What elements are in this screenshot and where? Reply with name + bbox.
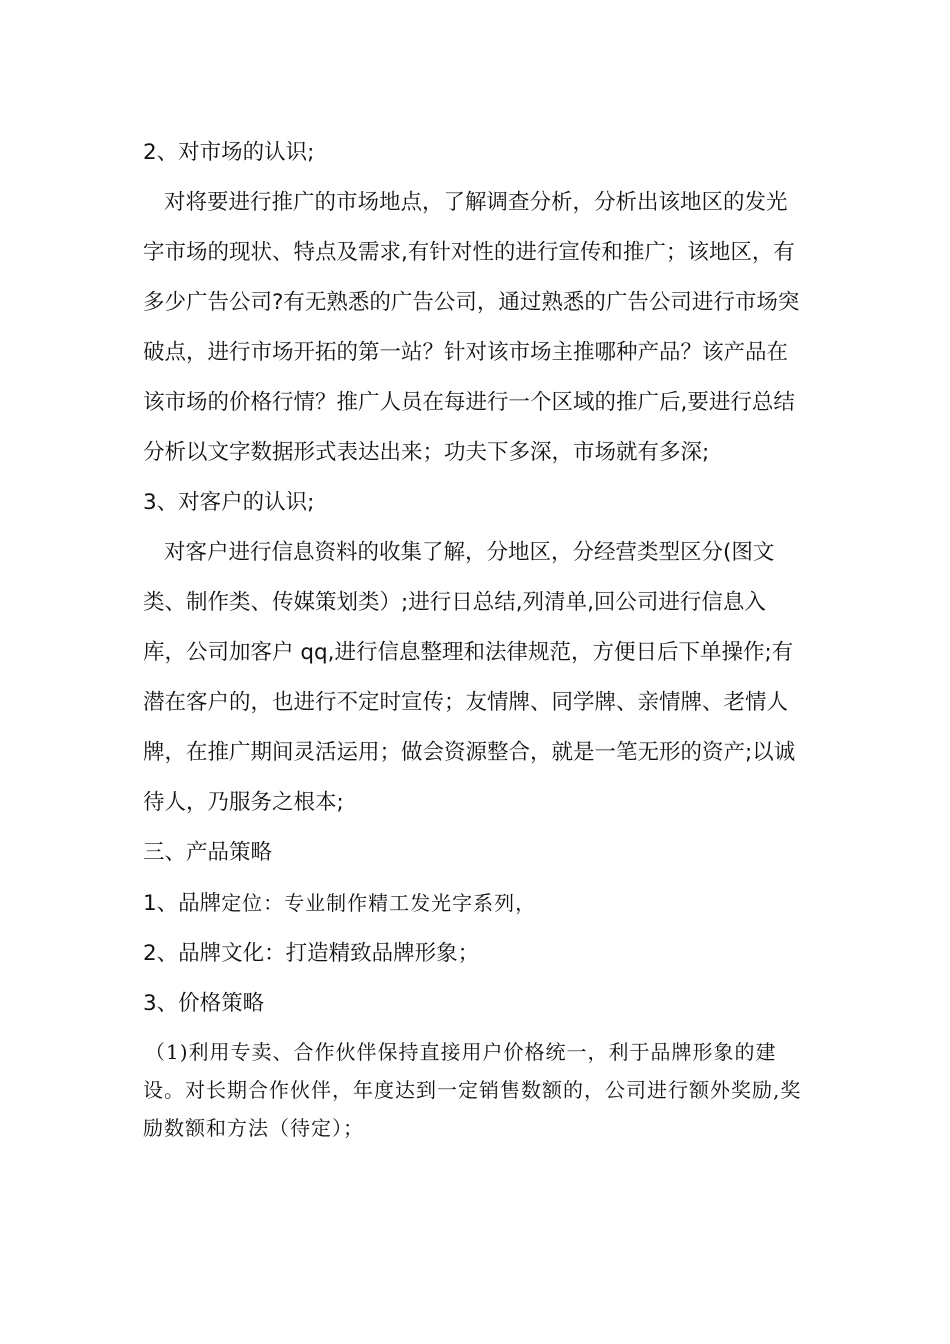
brand-position-line bbox=[143, 878, 808, 929]
brand-position-prefix: 1、品牌 bbox=[143, 891, 222, 916]
market-heading: 2、对市场的认识; bbox=[143, 140, 315, 165]
customer-heading: 3、对客户的认识; bbox=[143, 490, 315, 515]
product-strategy-heading: 三、产品策略 bbox=[143, 840, 273, 865]
customer-paragraph: 对客户进行信息资料的收集了解，分地区，分经营类型区分(图文类、制作类、传媒策划类）;进行日总结,列清单,回公司进行信息入库，公司加客户 qq,进行信息整理和法律规范，方便日后下单操作;有潜在客户的，也进行不定时宣传；友情牌、同学牌、亲情牌、老情人牌，在推广期间灵活运用；做会资源整合，就是一笔无形的资产;以诚待人，乃服务之根本; bbox=[143, 540, 796, 815]
brand-culture-line bbox=[143, 929, 808, 979]
document-page bbox=[143, 128, 808, 1147]
brand-culture-text: 2、品牌文化：打造精致品牌形象； bbox=[143, 941, 480, 966]
brand-position-text: 定位：专业制作精工发光字系列， bbox=[221, 891, 537, 915]
price-strategy-paragraph: （1)利用专卖、合作伙伴保持直接用户价格统一，利于品牌形象的建设。对长期合作伙伴，年度达到一定销售数额的，公司进行额外奖励,奖励数额和方法（待定）； bbox=[143, 1040, 802, 1140]
price-strategy-heading: 3、价格策略 bbox=[143, 991, 265, 1016]
market-paragraph: 对将要进行推广的市场地点，了解调查分析，分析出该地区的发光字市场的现状、特点及需求,有针对性的进行宣传和推广；该地区，有多少广告公司?有无熟悉的广告公司，通过熟悉的广告公司进行市场突破点，进行市场开拓的第一站？针对该市场主推哪种产品？该产品在该市场的价格行情？推广人员在每进行一个区域的推广后,要进行总结分析以文字数据形式表达出来；功夫下多深，市场就有多深; bbox=[143, 190, 800, 465]
